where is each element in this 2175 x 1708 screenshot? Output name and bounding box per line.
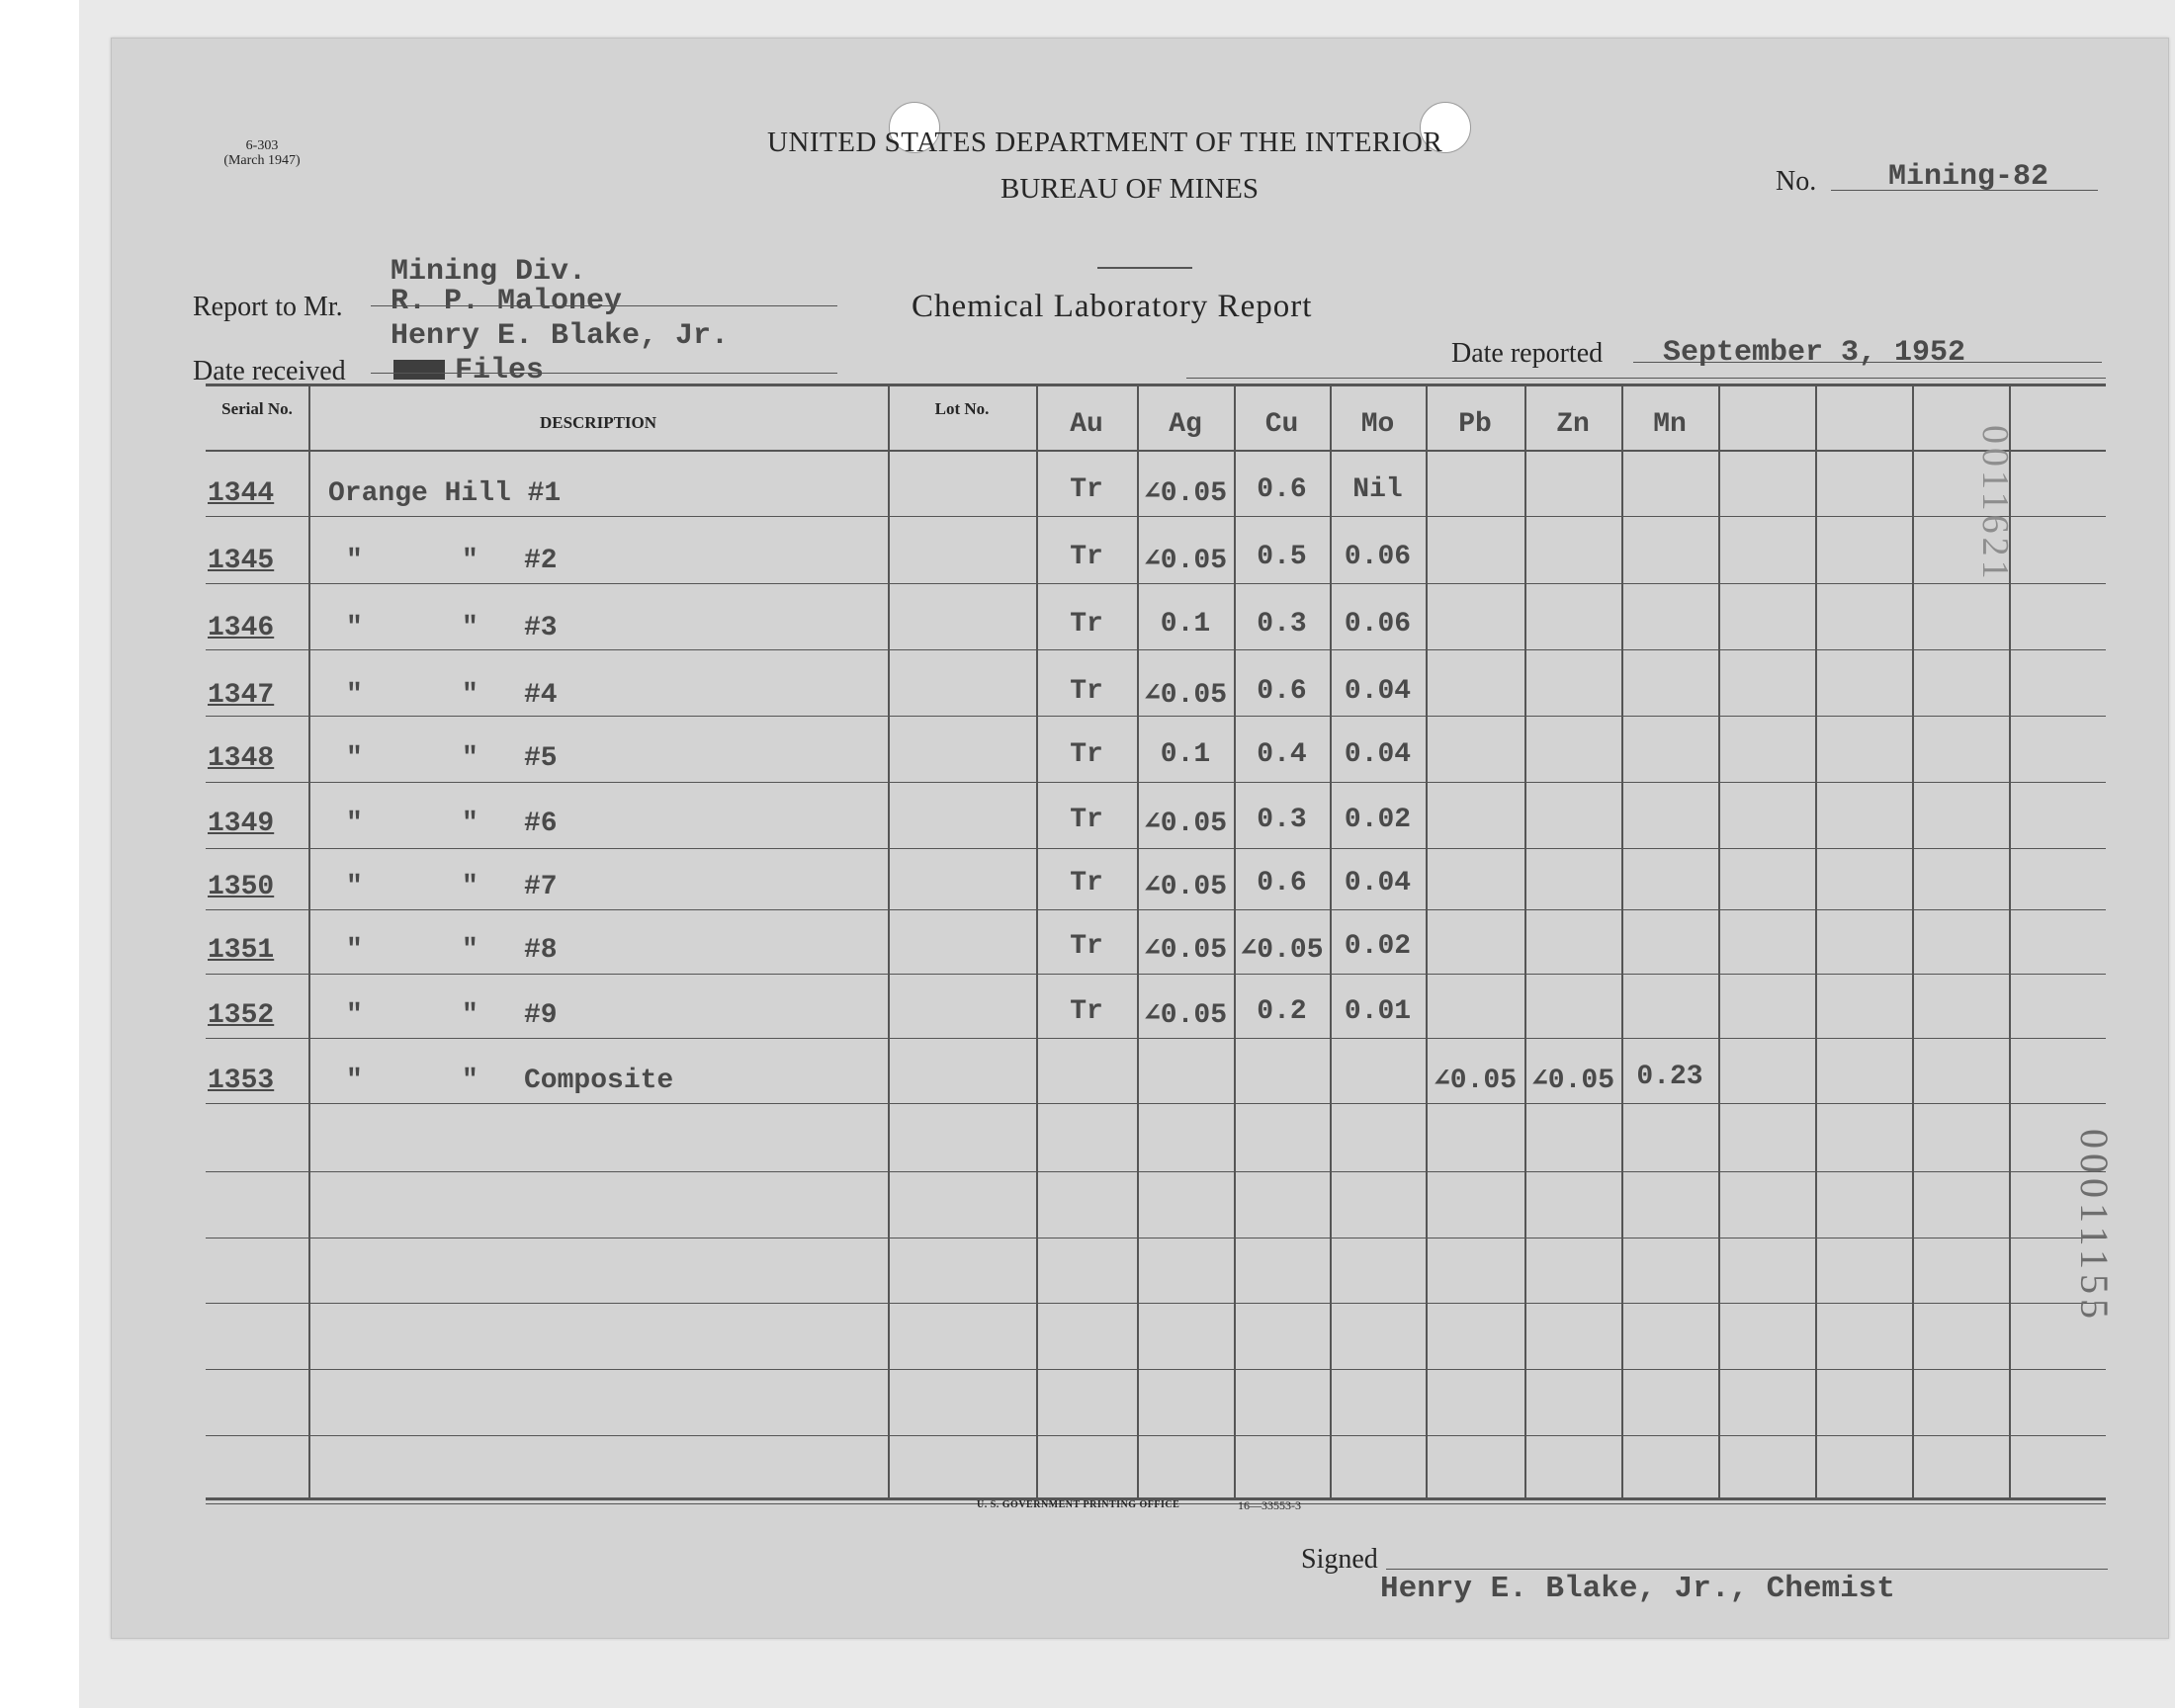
value-cu: 0.4 <box>1257 739 1307 770</box>
header-lot: Lot No. <box>934 399 990 418</box>
header-mn: Mn <box>1653 409 1687 440</box>
serial-number: 1349 <box>208 809 275 839</box>
value-mo: 0.04 <box>1344 868 1412 898</box>
row-rule <box>206 1435 2106 1436</box>
column-divider <box>1524 384 1526 1497</box>
value-mo: 0.06 <box>1344 542 1412 572</box>
description-number: #6 <box>524 809 558 839</box>
description-number: #3 <box>524 613 558 643</box>
header-serial: Serial No. <box>221 399 293 418</box>
ditto-mark: " <box>462 613 478 643</box>
column-divider <box>308 384 310 1497</box>
table-header-rule <box>206 450 2106 452</box>
ditto-mark: " <box>346 680 363 711</box>
stamp-bottom: 00011155 <box>2072 1129 2117 1324</box>
value-ag: ∠0.05 <box>1143 478 1228 509</box>
value-au: Tr <box>1070 676 1103 707</box>
ditto-mark: " <box>346 935 363 966</box>
ditto-mark: " <box>462 935 478 966</box>
serial-number: 1352 <box>208 1000 275 1031</box>
column-divider <box>1621 384 1623 1497</box>
date-received-line <box>371 373 837 374</box>
report-to-line3: Henry E. Blake, Jr. <box>391 319 730 353</box>
value-mo: 0.06 <box>1344 609 1412 640</box>
value-mo: 0.04 <box>1344 739 1412 770</box>
serial-number: 1344 <box>208 478 275 509</box>
value-ag: ∠0.05 <box>1143 1000 1228 1031</box>
value-cu: ∠0.05 <box>1240 935 1324 966</box>
row-rule <box>206 516 2106 517</box>
bureau-title: BUREAU OF MINES <box>1000 173 1260 205</box>
report-title: Chemical Laboratory Report <box>912 289 1313 324</box>
date-reported-label: Date reported <box>1451 338 1604 369</box>
table-top-rule-2 <box>206 384 2106 386</box>
row-rule <box>206 782 2106 783</box>
ditto-mark: " <box>462 1066 478 1096</box>
description-text: Orange Hill #1 <box>328 478 562 509</box>
stamp-top: 0011621 <box>1974 425 2016 583</box>
header-cu: Cu <box>1264 409 1299 440</box>
title-divider <box>1097 267 1192 269</box>
value-cu: 0.6 <box>1257 676 1307 707</box>
row-rule <box>206 583 2106 584</box>
signed-value: Henry E. Blake, Jr., Chemist <box>1380 1572 1895 1606</box>
ditto-mark: " <box>346 1000 363 1031</box>
description-number: #8 <box>524 935 558 966</box>
row-rule <box>206 1103 2106 1104</box>
row-rule <box>206 1369 2106 1370</box>
report-to-label: Report to Mr. <box>193 292 343 322</box>
ditto-mark: " <box>346 872 363 902</box>
value-ag: ∠0.05 <box>1143 872 1228 902</box>
column-divider <box>1815 384 1817 1497</box>
report-to-line1: Mining Div. <box>391 255 587 289</box>
value-cu: 0.5 <box>1257 542 1307 572</box>
ditto-mark: " <box>462 743 478 774</box>
value-au: Tr <box>1070 739 1103 770</box>
value-mo: 0.04 <box>1344 676 1412 707</box>
form-number: 6-303 <box>245 138 279 153</box>
serial-number: 1345 <box>208 546 275 576</box>
ditto-mark: " <box>346 546 363 576</box>
value-cu: 0.3 <box>1257 805 1307 835</box>
column-divider <box>1718 384 1720 1497</box>
form-date: (March 1947) <box>223 153 301 168</box>
description-number: #7 <box>524 872 558 902</box>
ditto-mark: " <box>346 809 363 839</box>
value-au: Tr <box>1070 542 1103 572</box>
value-cu: 0.6 <box>1257 868 1307 898</box>
value-cu: 0.6 <box>1257 474 1307 505</box>
agency-title: UNITED STATES DEPARTMENT OF THE INTERIOR <box>767 127 1443 158</box>
serial-number: 1348 <box>208 743 275 774</box>
printing-code: 16—33553-3 <box>1238 1498 1301 1512</box>
description-number: #9 <box>524 1000 558 1031</box>
value-pb: ∠0.05 <box>1433 1066 1518 1096</box>
header-au: Au <box>1070 409 1103 440</box>
row-rule <box>206 1303 2106 1304</box>
printing-office: U. S. GOVERNMENT PRINTING OFFICE <box>977 1499 1180 1510</box>
number-label: No. <box>1776 166 1817 197</box>
value-mo: 0.02 <box>1344 931 1412 962</box>
ditto-mark: " <box>462 546 478 576</box>
serial-number: 1353 <box>208 1066 275 1096</box>
row-rule <box>206 716 2106 717</box>
value-au: Tr <box>1070 805 1103 835</box>
header-ag: Ag <box>1169 409 1202 440</box>
value-ag: ∠0.05 <box>1143 680 1228 711</box>
report-to-line4 <box>393 354 544 387</box>
description-number: Composite <box>524 1066 674 1096</box>
value-zn: ∠0.05 <box>1530 1066 1615 1096</box>
column-divider <box>888 384 890 1497</box>
ditto-mark: " <box>346 1066 363 1096</box>
files-text: Files <box>455 354 545 387</box>
row-rule <box>206 1171 2106 1172</box>
row-rule <box>206 649 2106 650</box>
signed-line <box>1386 1569 2108 1570</box>
signed-label: Signed <box>1301 1544 1378 1575</box>
header-pb: Pb <box>1458 409 1492 440</box>
description-number: #2 <box>524 546 558 576</box>
header-zn: Zn <box>1556 409 1590 440</box>
value-au: Tr <box>1070 931 1103 962</box>
serial-number: 1351 <box>208 935 275 966</box>
value-cu: 0.2 <box>1257 996 1307 1027</box>
ditto-mark: " <box>462 872 478 902</box>
value-au: Tr <box>1070 609 1103 640</box>
column-divider <box>1426 384 1428 1497</box>
value-au: Tr <box>1070 996 1103 1027</box>
header-mo: Mo <box>1360 409 1395 440</box>
value-au: Tr <box>1070 868 1103 898</box>
row-rule <box>206 848 2106 849</box>
date-received-label: Date received <box>193 356 346 386</box>
ditto-mark: " <box>462 1000 478 1031</box>
value-au: Tr <box>1070 474 1103 505</box>
report-to-line <box>371 305 837 306</box>
row-rule <box>206 974 2106 975</box>
column-divider <box>1912 384 1914 1497</box>
header-description: DESCRIPTION <box>539 413 657 432</box>
value-ag: ∠0.05 <box>1143 935 1228 966</box>
value-mo: 0.02 <box>1344 805 1412 835</box>
value-mn: 0.23 <box>1636 1062 1703 1092</box>
description-number: #5 <box>524 743 558 774</box>
serial-number: 1350 <box>208 872 275 902</box>
value-cu: 0.3 <box>1257 609 1307 640</box>
ditto-mark: " <box>462 680 478 711</box>
serial-number: 1346 <box>208 613 275 643</box>
value-ag: ∠0.05 <box>1143 809 1228 839</box>
ditto-mark: " <box>346 613 363 643</box>
serial-number: 1347 <box>208 680 275 711</box>
redaction-mark <box>393 360 445 380</box>
row-rule <box>206 1038 2106 1039</box>
row-rule <box>206 909 2106 910</box>
table-top-rule <box>1186 378 2106 379</box>
value-ag: ∠0.05 <box>1143 546 1228 576</box>
value-ag: 0.1 <box>1160 739 1211 770</box>
report-to-line2: R. P. Maloney <box>391 285 623 318</box>
ditto-mark: " <box>346 743 363 774</box>
ditto-mark: " <box>462 809 478 839</box>
value-ag: 0.1 <box>1160 609 1211 640</box>
value-mo: Nil <box>1352 474 1403 505</box>
number-value: Mining-82 <box>1888 160 2049 194</box>
description-number: #4 <box>524 680 558 711</box>
date-reported-value: September 3, 1952 <box>1663 336 1966 370</box>
value-mo: 0.01 <box>1344 996 1412 1027</box>
